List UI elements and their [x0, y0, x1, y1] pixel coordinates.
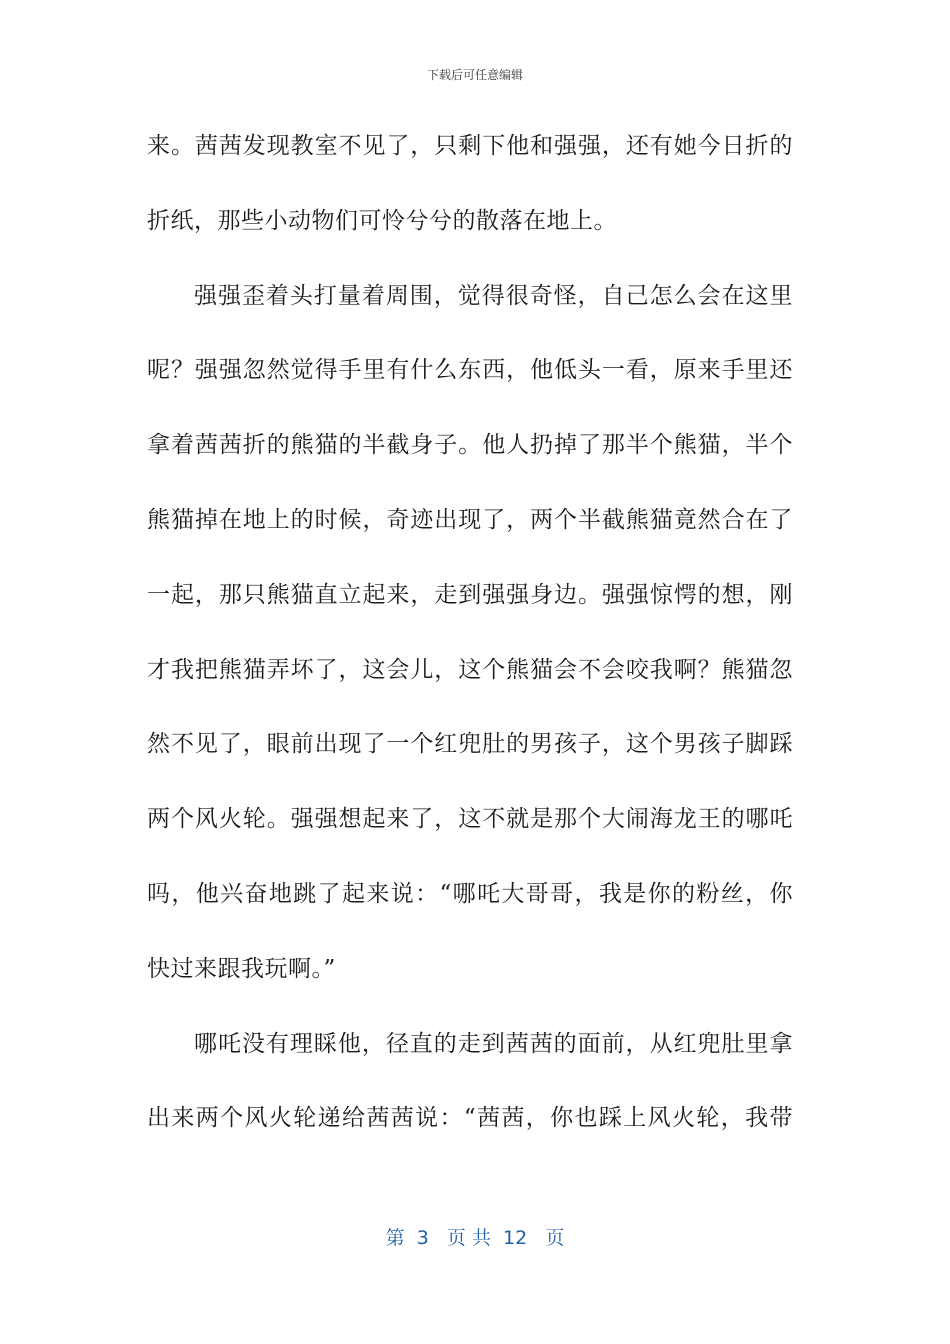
text-line: 强强歪着头打量着周围，觉得很奇怪，自己怎么会在这里 [194, 282, 793, 309]
text-line: 一起，那只熊猫直立起来，走到强强身边。强强惊愕的想，刚 [147, 581, 793, 608]
text-line: 出来两个风火轮递给茜茜说：“茜茜，你也踩上风火轮，我带 [147, 1105, 793, 1132]
text-line: 来。茜茜发现教室不见了，只剩下他和强强，还有她今日折的 [147, 133, 793, 159]
text-line: 熊猫掉在地上的时候，奇迹出现了，两个半截熊猫竟然合在了 [147, 506, 793, 533]
text-line: 拿着茜茜折的熊猫的半截身子。他人扔掉了那半个熊猫，半个 [147, 432, 793, 459]
page-number-footer: 第 3 页 共 12 页 [385, 1227, 565, 1249]
page-header: 下载后可任意编辑 [426, 68, 523, 82]
text-line: 吗，他兴奋地跳了起来说：“哪吒大哥哥，我是你的粉丝，你 [147, 880, 793, 907]
text-line: 两个风火轮。强强想起来了，这不就是那个大闹海龙王的哪吒 [147, 806, 793, 833]
document-body [147, 120, 793, 1167]
text-line: 哪吒没有理睬他，径直的走到茜茜的面前，从红兜肚里拿 [194, 1030, 793, 1057]
text-line: 然不见了，眼前出现了一个红兜肚的男孩子，这个男孩子脚踩 [147, 731, 793, 758]
text-line: 折纸，那些小动物们可怜兮兮的散落在地上。 [147, 207, 617, 234]
text-line: 才我把熊猫弄坏了，这会儿，这个熊猫会不会咬我啊？熊猫忽 [147, 656, 793, 683]
text-line: 呢？强强忽然觉得手里有什么东西，他低头一看，原来手里还 [147, 357, 793, 384]
text-line: 快过来跟我玩啊。” [147, 955, 336, 982]
